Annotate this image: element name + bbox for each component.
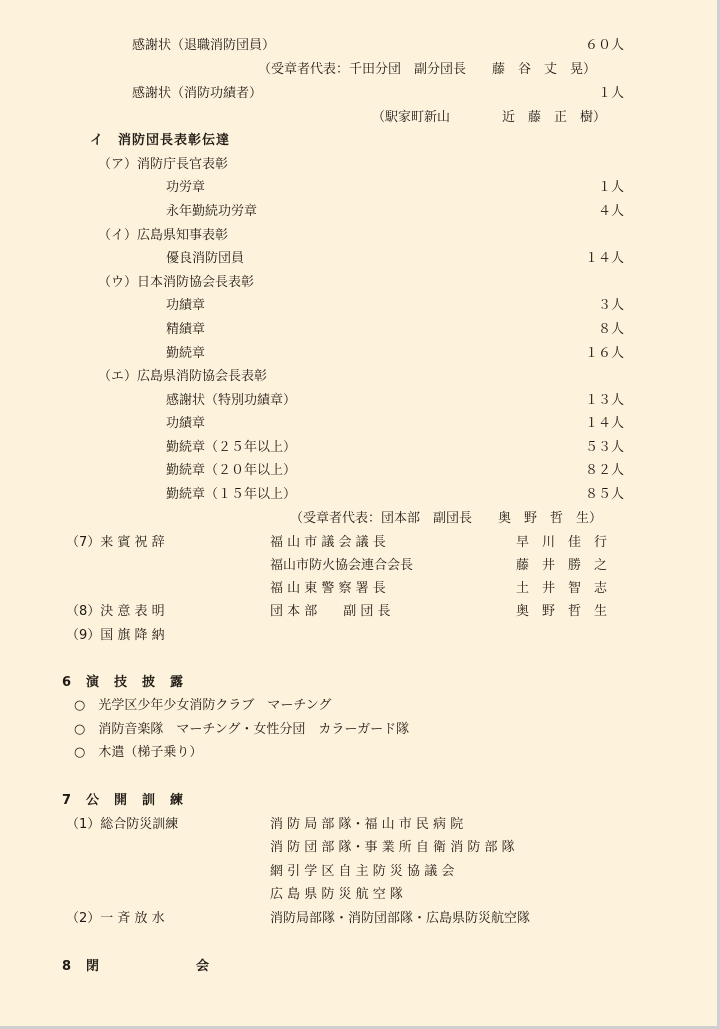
performance-item: ○ 光学区少年少女消防クラブ マーチング — [74, 698, 332, 713]
resolution-heading: （8）決 意 表 明 — [66, 604, 165, 619]
award-line-count: ８人 — [597, 322, 624, 337]
award-line-label: 勤続章 — [166, 346, 206, 361]
guest-speech-heading: （7）来 賓 祝 辞 — [66, 535, 165, 550]
drill-unit: 網 引 学 区 自 主 防 災 協 議 会 — [270, 864, 455, 879]
subsection-heading: （イ）広島県知事表彰 — [98, 228, 229, 243]
subsection-heading: （エ）広島県消防協会長表彰 — [98, 369, 268, 384]
award-line-count: １人 — [597, 180, 624, 195]
resolution-name: 奥 野 哲 生 — [516, 604, 608, 619]
flag-lowering-heading: （9）国 旗 降 納 — [66, 628, 165, 643]
drill-unit: 消 防 団 部 隊・事 業 所 自 衛 消 防 部 隊 — [270, 840, 515, 855]
award-representative: （駅家町新山 近 藤 正 樹） — [372, 110, 607, 125]
subsection-heading: （ウ）日本消防協会長表彰 — [98, 275, 255, 290]
guest-org: 福 山 市 議 会 議 長 — [270, 535, 386, 550]
award-line-label: 精績章 — [166, 322, 206, 337]
resolution-org: 団 本 部 副 団 長 — [270, 604, 391, 619]
drill-unit: 消防局部隊・消防団部隊・広島県防災航空隊 — [270, 911, 531, 926]
award-line-label: 勤続章（２５年以上） — [166, 440, 297, 455]
award-line-count: １４人 — [584, 416, 624, 431]
closing-heading-num: 8 閉 — [62, 959, 101, 974]
drill-label: （2）一 斉 放 水 — [66, 911, 165, 926]
award-representative: （受章者代表：千田分団 副分団長 藤 谷 丈 晃） — [258, 62, 597, 77]
award-line-label: 感謝状（退職消防団員） — [132, 38, 276, 53]
drill-label: （1）総合防災訓練 — [66, 817, 179, 832]
award-line-count: ４人 — [597, 204, 624, 219]
award-line-label: 永年勤続功労章 — [166, 204, 258, 219]
guest-org: 福 山 東 警 察 署 長 — [270, 581, 386, 596]
guest-name: 早 川 佳 行 — [516, 535, 608, 550]
award-line-label: 勤続章（２０年以上） — [166, 463, 297, 478]
subsection-heading: （ア）消防庁長官表彰 — [98, 157, 229, 172]
award-line-count: ５３人 — [584, 440, 624, 455]
training-heading: 7 公 開 訓 練 — [62, 793, 185, 808]
award-line-count: ６０人 — [584, 38, 624, 53]
performance-heading: 6 演 技 披 露 — [62, 675, 185, 690]
award-representative: （受章者代表：団本部 副団長 奥 野 哲 生） — [290, 511, 603, 526]
award-line-count: ８２人 — [584, 463, 624, 478]
award-line-label: 功績章 — [166, 298, 206, 313]
award-line-count: １６人 — [584, 346, 624, 361]
guest-name: 土 井 智 志 — [516, 581, 608, 596]
closing-heading-text: 会 — [196, 959, 211, 974]
award-line-label: 勤続章（１５年以上） — [166, 487, 297, 502]
award-line-count: １４人 — [584, 251, 624, 266]
section-heading: イ 消防団長表彰伝達 — [90, 133, 231, 148]
award-line-count: １３人 — [584, 393, 624, 408]
guest-org: 福山市防火協会連合会長 — [270, 558, 414, 573]
award-line-label: 感謝状（特別功績章） — [166, 393, 297, 408]
guest-name: 藤 井 勝 之 — [516, 558, 608, 573]
award-line-count: ８５人 — [584, 487, 624, 502]
award-line-count: ３人 — [597, 298, 624, 313]
drill-unit: 広 島 県 防 災 航 空 隊 — [270, 887, 403, 902]
award-line-label: 感謝状（消防功績者） — [132, 86, 263, 101]
award-line-count: １人 — [597, 86, 624, 101]
drill-unit: 消 防 局 部 隊・福 山 市 民 病 院 — [270, 817, 464, 832]
performance-item: ○ 消防音楽隊 マーチング・女性分団 カラーガード隊 — [74, 722, 410, 737]
performance-item: ○ 木遣（梯子乗り） — [74, 745, 203, 760]
award-line-label: 功労章 — [166, 180, 206, 195]
award-line-label: 優良消防団員 — [166, 251, 245, 266]
award-line-label: 功績章 — [166, 416, 206, 431]
